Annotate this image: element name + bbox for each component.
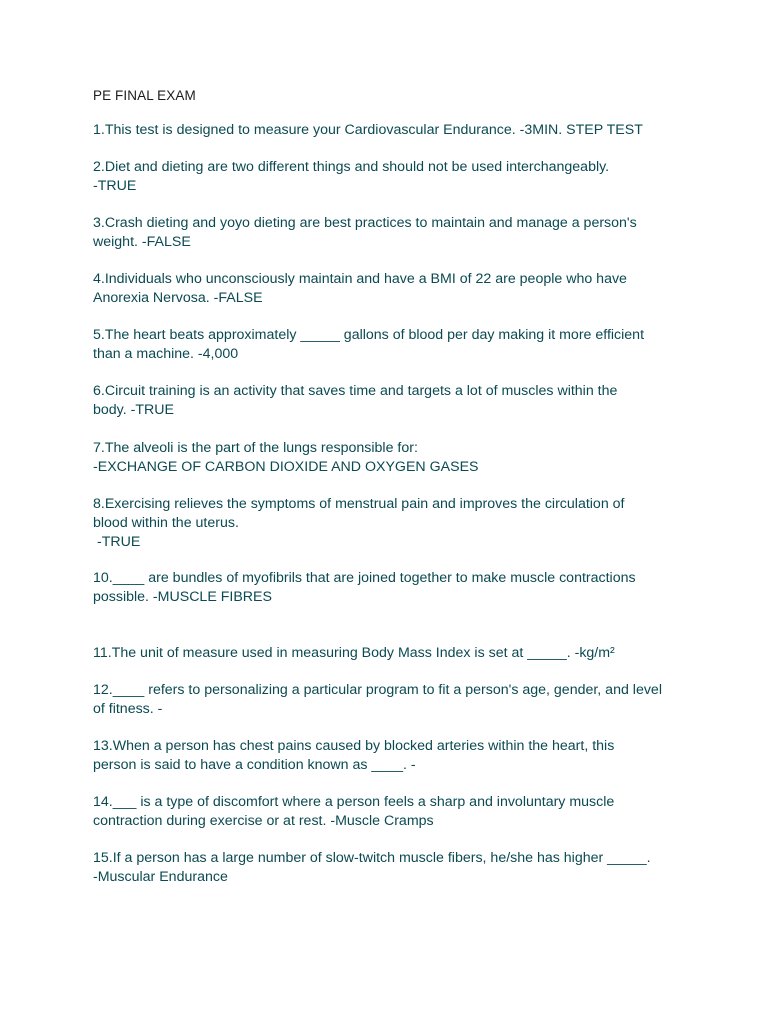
question-line: 13.When a person has chest pains caused by blocked arteries within the heart, this <box>93 738 615 754</box>
question-line: 3.Crash dieting and yoyo dieting are best practices to maintain and manage a person's <box>93 215 637 231</box>
question-12 <box>93 681 688 719</box>
question-8 <box>93 495 688 553</box>
question-14 <box>93 793 688 831</box>
answer-line: weight. -FALSE <box>93 234 191 251</box>
answer-line: Anorexia Nervosa. -FALSE <box>93 290 263 307</box>
question-line: blood within the uterus. <box>93 515 239 532</box>
answer-line: -EXCHANGE OF CARBON DIOXIDE AND OXYGEN GASES <box>93 459 479 476</box>
answer-line: contraction during exercise or at rest. -Muscle Cramps <box>93 813 434 830</box>
question-line: 14.___ is a type of discomfort where a person feels a sharp and involuntary muscle <box>93 794 615 810</box>
answer-line: body. -TRUE <box>93 402 174 419</box>
question-line: 1.This test is designed to measure your Cardiovascular Endurance. -3MIN. STEP TEST <box>93 122 643 138</box>
question-7 <box>93 439 688 477</box>
question-line: 4.Individuals who unconsciously maintain and have a BMI of 22 are people who have <box>93 271 627 287</box>
answer-line: -Muscular Endurance <box>93 869 228 886</box>
answer-line: -TRUE <box>93 178 137 195</box>
question-11 <box>93 644 688 663</box>
document-title: PE FINAL EXAM <box>93 88 196 103</box>
answer-line: person is said to have a condition known as ____. - <box>93 757 416 774</box>
question-13 <box>93 737 688 775</box>
question-line: 8.Exercising relieves the symptoms of menstrual pain and improves the circulation of <box>93 496 625 512</box>
answer-line: of fitness. - <box>93 701 163 718</box>
answer-line: -TRUE <box>97 534 141 551</box>
question-line: 15.If a person has a large number of slow-twitch muscle fibers, he/she has higher _____. <box>93 850 651 866</box>
question-line: 7.The alveoli is the part of the lungs responsible for: <box>93 440 418 456</box>
question-line: 6.Circuit training is an activity that saves time and targets a lot of muscles within the <box>93 383 618 399</box>
answer-line: than a machine. -4,000 <box>93 346 239 363</box>
question-5 <box>93 326 688 364</box>
question-2 <box>93 158 688 196</box>
question-line: 5.The heart beats approximately _____ gallons of blood per day making it more efficient <box>93 327 645 343</box>
question-4 <box>93 270 688 308</box>
question-line: 11.The unit of measure used in measuring Body Mass Index is set at _____. -kg/m² <box>93 645 615 661</box>
answer-line: possible. -MUSCLE FIBRES <box>93 589 272 606</box>
question-line: 2.Diet and dieting are two different things and should not be used interchangeably. <box>93 159 610 175</box>
question-line: 12.____ refers to personalizing a particular program to fit a person's age, gender, and level <box>93 682 662 698</box>
question-3 <box>93 214 688 252</box>
question-6 <box>93 382 688 420</box>
question-1 <box>93 121 688 140</box>
question-10 <box>93 569 688 607</box>
question-15 <box>93 849 688 887</box>
question-line: 10.____ are bundles of myofibrils that are joined together to make muscle contractions <box>93 570 636 586</box>
